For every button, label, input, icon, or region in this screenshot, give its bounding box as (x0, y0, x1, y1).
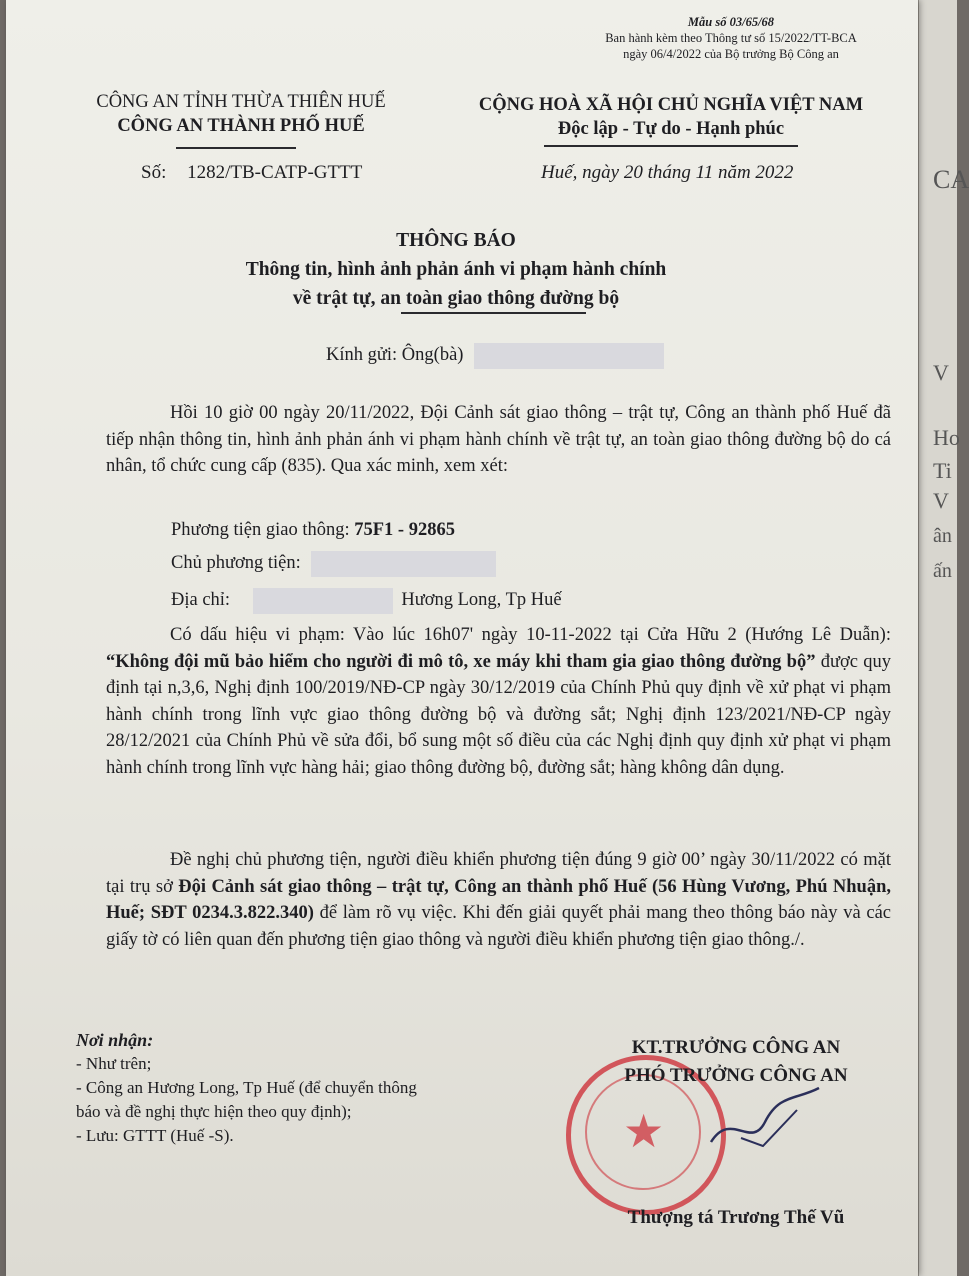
star-icon: ★ (623, 1106, 665, 1157)
redacted-owner (311, 551, 496, 577)
motto-underline (544, 145, 798, 147)
form-line-1: Ban hành kèm theo Thông tư số 15/2022/TT-BCA (605, 31, 857, 45)
document-page (6, 0, 918, 1276)
issue-date: Huế, ngày 20 tháng 11 năm 2022 (541, 162, 794, 183)
violation-paragraph (106, 622, 891, 781)
recipient-item: - Như trên; (76, 1054, 152, 1073)
vehicle-line (171, 517, 455, 544)
recipient-item: - Lưu: GTTT (Huế -S). (76, 1126, 234, 1145)
handwritten-signature (701, 1080, 831, 1160)
recipient-item: - Công an Hương Long, Tp Huế (để chuyển thông (76, 1078, 417, 1097)
agency-header (66, 90, 416, 138)
owner-label: Chủ phương tiện: (171, 553, 301, 573)
violation-description: “Không đội mũ bảo hiểm cho người đi mô tô, xe máy khi tham gia giao thông đường bộ” (106, 651, 816, 672)
nation-title: CỘNG HOÀ XÃ HỘI CHỦ NGHĨA VIỆT NAM (478, 95, 864, 115)
edge-letter: Ho (933, 425, 960, 450)
recipient-item: báo và đề nghị thực hiện theo quy định); (76, 1102, 352, 1121)
notice-title-block (146, 226, 766, 313)
form-code: Mẫu số 03/65/68 (687, 15, 775, 29)
underlying-page-edge (918, 0, 969, 1276)
nation-motto: Độc lập - Tự do - Hạnh phúc (557, 119, 785, 139)
signature-title-1: KT.TRƯỞNG CÔNG AN (631, 1037, 841, 1058)
intro-paragraph: Hồi 10 giờ 00 ngày 20/11/2022, Đội Cảnh sát giao thông – trật tự, Công an thành phố Huế đã tiếp nhận thông tin, hình ảnh phản ánh vi phạm hành chính về trật tự, an toàn giao thông đường bộ do cá nhân, tổ chức cung cấp (835). Qua xác minh, xem xét: (106, 403, 891, 476)
edge-letter: ân (933, 525, 952, 547)
edge-letter: ấn (933, 560, 952, 582)
recipients-block (76, 1028, 417, 1148)
request-location: Đội Cảnh sát giao thông – trật tự, Công an thành phố Huế (56 Hùng Vương, Phú Nhuận, Huế; SĐT 0234.3.822.340) (106, 876, 892, 923)
vehicle-plate: 75F1 - 92865 (354, 520, 455, 540)
document-number (141, 162, 362, 184)
agency-underline (176, 147, 296, 149)
edge-letter: CA (933, 165, 969, 194)
signature-title-2: PHÓ TRƯỞNG CÔNG AN (624, 1065, 848, 1086)
notice-subtitle-1: Thông tin, hình ảnh phản ánh vi phạm hành chính (245, 259, 667, 280)
notice-subtitle-2: về trật tự, an toàn giao thông đường bộ (292, 288, 620, 309)
addressee-label: Kính gửi: Ông(bà) (326, 345, 464, 365)
agency-parent: CÔNG AN TỈNH THỪA THIÊN HUẾ (96, 92, 386, 112)
request-suffix: để làm rõ vụ việc. Khi đến giải quyết phải mang theo thông báo này và các giấy tờ có liên quan đến phương tiện giao thông và người điều khiển phương tiện giao thông./. (106, 903, 891, 950)
edge-letter: V (933, 488, 949, 513)
redacted-address (253, 588, 393, 614)
notice-title: THÔNG BÁO (396, 230, 516, 251)
recipients-title: Nơi nhận: (76, 1030, 154, 1050)
form-line-2: ngày 06/4/2022 của Bộ trưởng Bộ Công an (623, 47, 839, 61)
violation-prefix: Có dấu hiệu vi phạm: Vào lúc 16h07' ngày 10-11-2022 tại Cửa Hữu 2 (Hướng Lê Duẫn): (170, 625, 891, 645)
addressee (326, 342, 664, 369)
number-value: 1282/TB-CATP-GTTT (187, 162, 363, 183)
violation-legal-basis: được quy định tại n,3,6, Nghị định 100/2019/NĐ-CP ngày 30/12/2019 của Chính Phủ quy định về xử phạt vi phạm hành chính trong lĩnh vực giao thông đường bộ và đường sắt; Nghị định 123/2021/NĐ-CP ngày 28/12/2021 của Chính Phủ về sửa đổi, bổ sung một số điều của các Nghị định quy định xử phạt vi phạm hành chính trong lĩnh vực hàng hải; giao thông đường bộ, đường sắt; hàng không dân dụng. (106, 651, 891, 778)
signer-name: Thượng tá Trương Thế Vũ (627, 1207, 845, 1228)
edge-letter: Ti (933, 458, 952, 483)
number-label: Số: (141, 162, 167, 183)
form-reference (566, 14, 896, 62)
edge-letter: V (933, 360, 949, 385)
address-line (171, 587, 562, 614)
agency-unit: CÔNG AN THÀNH PHỐ HUẾ (117, 116, 365, 136)
address-value: Hương Long, Tp Huế (401, 590, 562, 610)
request-paragraph (106, 847, 891, 953)
title-underline (401, 312, 586, 314)
address-label: Địa chỉ: (171, 590, 231, 610)
owner-line (171, 550, 496, 577)
vehicle-label: Phương tiện giao thông: (171, 520, 350, 540)
redacted-name (474, 343, 664, 369)
request-prefix: Đề nghị chủ phương tiện, người điều khiển phương tiện đúng 9 giờ 00’ ngày 30/11/2022 có mặt tại trụ sở (106, 850, 891, 897)
nation-header (446, 93, 896, 141)
